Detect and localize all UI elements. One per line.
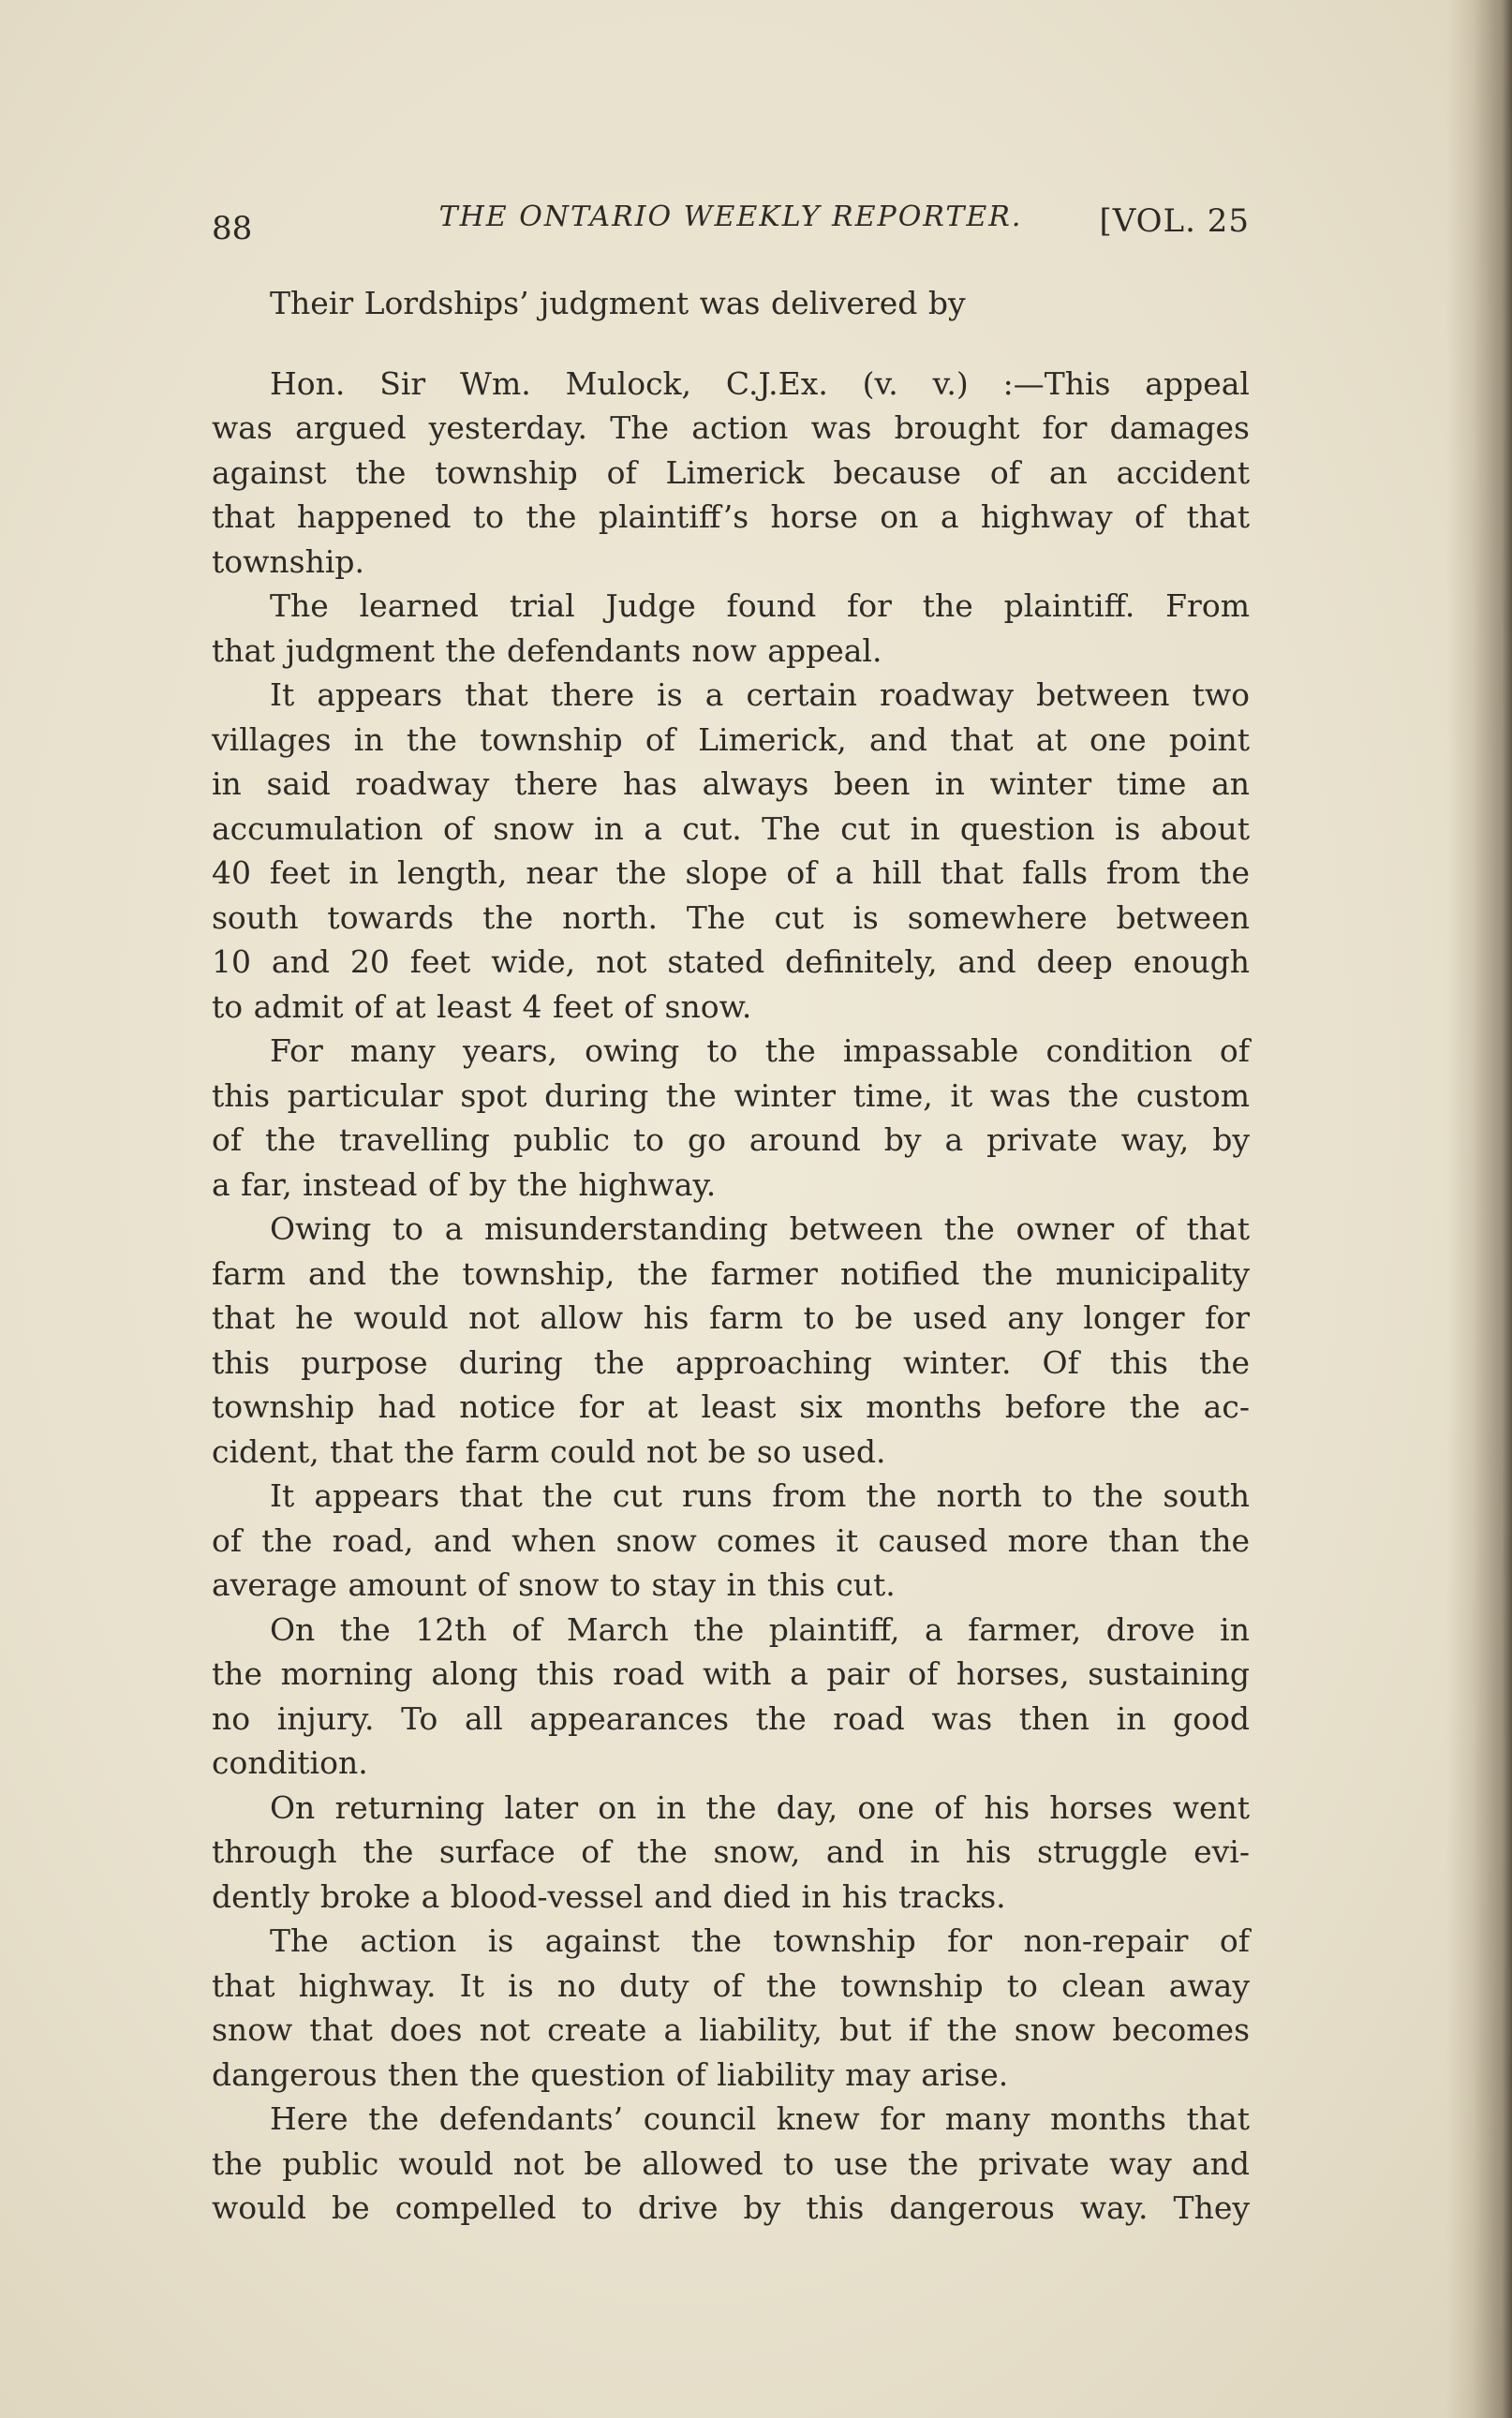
text-line: 40 feet in length, near the slope of a hill that falls from the [212, 854, 1250, 891]
text-line: condition. [212, 1744, 368, 1781]
text-line: On returning later on in the day, one of his horses went [270, 1788, 1250, 1826]
text-line: The learned trial Judge found for the plaintiff. From [270, 587, 1250, 624]
text-line: that judgment the defendants now appeal. [212, 631, 882, 669]
text-line: this purpose during the approaching winter. Of this the [212, 1343, 1250, 1381]
text-line: 10 and 20 feet wide, not stated definitely, and deep enough [212, 943, 1250, 980]
page-content [212, 197, 1250, 2231]
text-line: Owing to a misunderstanding between the owner of that [270, 1210, 1250, 1247]
running-header [212, 197, 1250, 253]
text-line: Hon. Sir Wm. Mulock, C.J.Ex. (v. v.) :—This appeal [270, 364, 1250, 402]
text-line: dently broke a blood-vessel and died in his tracks. [212, 1877, 1006, 1915]
text-line: dangerous then the question of liability may arise. [212, 2055, 1009, 2093]
text-line: villages in the township of Limerick, and that at one point [212, 720, 1250, 758]
text-line: against the township of Limerick because of an accident [212, 453, 1250, 491]
text-line: of the travelling public to go around by a private way, by [212, 1121, 1250, 1158]
text-line: that highway. It is no duty of the township to clean away [212, 1966, 1250, 2004]
text-line: On the 12th of March the plaintiff, a farmer, drove in [270, 1610, 1250, 1648]
text-line: in said roadway there has always been in winter time an [212, 765, 1250, 802]
text-line: was argued yesterday. The action was brought for damages [212, 409, 1250, 446]
text-line: that he would not allow his farm to be used any longer for [212, 1299, 1250, 1336]
text-line: township. [212, 542, 364, 580]
text-line: Here the defendants’ council knew for many months that [270, 2100, 1250, 2137]
text-line: It appears that the cut runs from the north to the south [270, 1477, 1250, 1514]
text-line: a far, instead of by the highway. [212, 1165, 717, 1203]
text-line: The action is against the township for non-repair of [270, 1922, 1250, 1959]
running-title: THE ONTARIO WEEKLY REPORTER. [438, 200, 1023, 233]
text-line: through the surface of the snow, and in his struggle evi- [212, 1833, 1250, 1870]
text-line: the morning along this road with a pair of horses, sustaining [212, 1655, 1250, 1692]
text-line: of the road, and when snow comes it caused more than the [212, 1521, 1250, 1559]
text-line: this particular spot during the winter time, it was the custom [212, 1076, 1250, 1114]
text-line: Their Lordships’ judgment was delivered by [270, 285, 966, 321]
volume-label: [VOL. 25 [1099, 202, 1250, 240]
text-line: accumulation of snow in a cut. The cut in question is about [212, 809, 1250, 847]
text-line: that happened to the plaintiff’s horse on a highway of that [212, 498, 1250, 535]
text-line: average amount of snow to stay in this cut. [212, 1566, 896, 1603]
text-line: farm and the township, the farmer notified the municipality [212, 1254, 1250, 1292]
page-number: 88 [212, 210, 253, 247]
text-line: snow that does not create a liability, but if the snow becomes [212, 2011, 1250, 2048]
paragraph-gap [212, 326, 1250, 362]
page-gutter-shadow [1446, 0, 1512, 2418]
text-line: south towards the north. The cut is somewhere between [212, 898, 1250, 936]
text-line: township had notice for at least six months before the ac- [212, 1388, 1250, 1425]
text-line: cident, that the farm could not be so used. [212, 1432, 886, 1470]
text-line: For many years, owing to the impassable condition of [270, 1032, 1250, 1069]
text-line: no injury. To all appearances the road was then in good [212, 1699, 1250, 1737]
text-line: the public would not be allowed to use the private way and [212, 2144, 1250, 2182]
text-line: It appears that there is a certain roadway between two [270, 676, 1250, 713]
text-line: would be compelled to drive by this dangerous way. They [212, 2189, 1250, 2226]
text-line: to admit of at least 4 feet of snow. [212, 987, 752, 1025]
